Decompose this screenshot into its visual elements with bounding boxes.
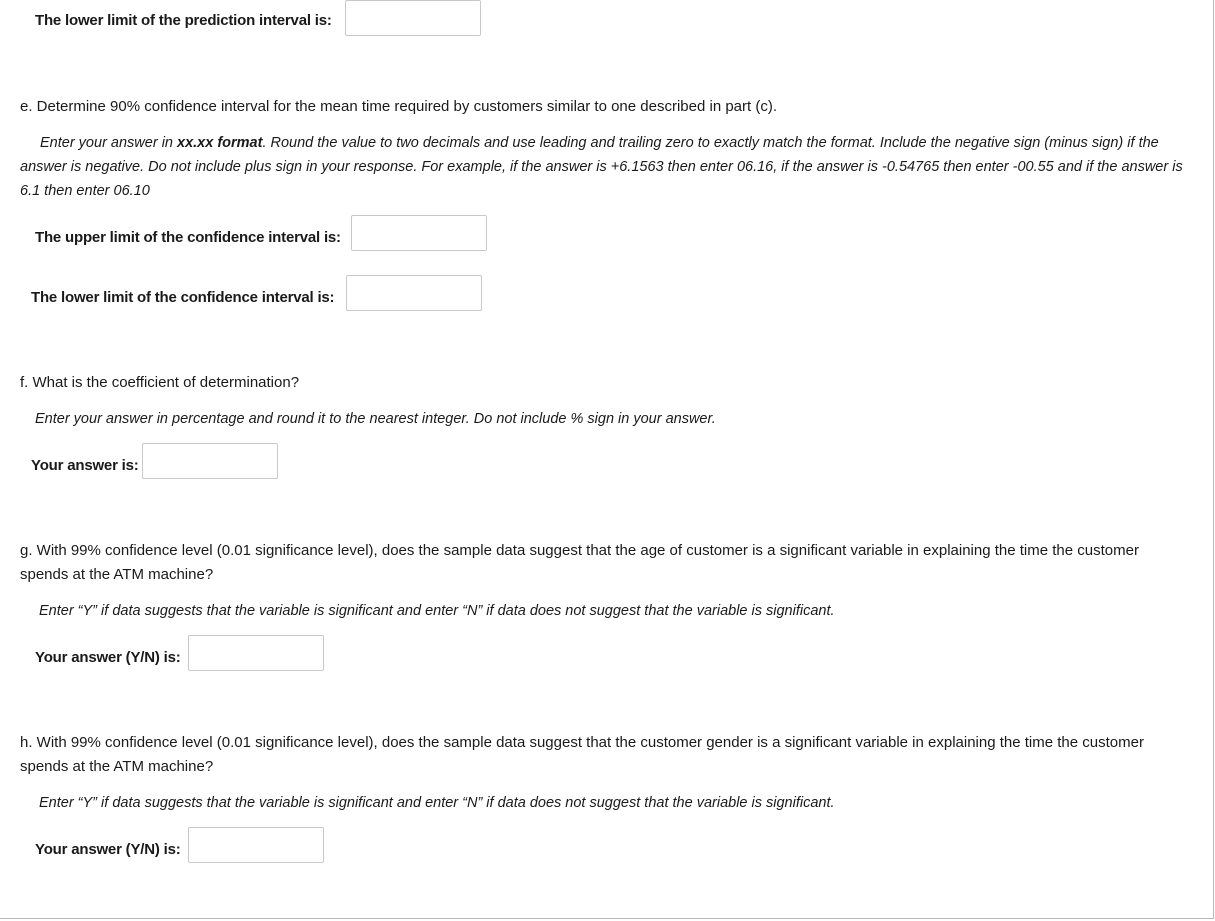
part-g-answer-label: Your answer (Y/N) is: xyxy=(35,649,181,666)
part-e-instruction-pre: Enter your answer in xyxy=(40,135,178,151)
part-h-answer-input[interactable] xyxy=(188,827,324,863)
prediction-lower-input[interactable] xyxy=(345,0,481,36)
part-e-format: xx.xx format xyxy=(177,135,263,151)
confidence-upper-label: The upper limit of the confidence interval is: xyxy=(35,229,341,246)
part-g-question: g. With 99% confidence level (0.01 significance level), does the sample data suggest that the age of customer is a significant variable in explaining the time the customer spends at the ATM machine? xyxy=(20,542,1139,583)
part-h-question: h. With 99% confidence level (0.01 significance level), does the sample data suggest that the customer gender is a significant variable in explaining the time the customer spends at the ATM machine? xyxy=(20,734,1144,775)
part-e-question: e. Determine 90% confidence interval for the mean time required by customers similar to one described in part (c). xyxy=(20,98,778,115)
confidence-upper-input[interactable] xyxy=(351,215,487,251)
part-h-answer-label: Your answer (Y/N) is: xyxy=(35,841,181,858)
prediction-lower-label: The lower limit of the prediction interval is: xyxy=(35,12,332,29)
part-f-answer-label: Your answer is: xyxy=(31,457,139,474)
part-f-answer-input[interactable] xyxy=(142,443,278,479)
part-f-question: f. What is the coefficient of determination? xyxy=(20,374,300,391)
part-f-instruction: Enter your answer in percentage and round it to the nearest integer. Do not include % sign in your answer. xyxy=(35,411,716,427)
part-h-instruction: Enter “Y” if data suggests that the variable is significant and enter “N” if data does not suggest that the variable is significant. xyxy=(39,795,835,811)
page-right-border xyxy=(1213,0,1214,919)
confidence-lower-input[interactable] xyxy=(346,275,482,311)
page-bottom-border xyxy=(0,918,1214,919)
part-g-instruction: Enter “Y” if data suggests that the variable is significant and enter “N” if data does not suggest that the variable is significant. xyxy=(39,603,835,619)
part-e-instruction xyxy=(20,131,1195,203)
part-g-answer-input[interactable] xyxy=(188,635,324,671)
confidence-lower-label: The lower limit of the confidence interval is: xyxy=(31,289,335,306)
part-e-instruction-post: . Round the value to two decimals and use leading and trailing zero to exactly match the format. Include the negative sign (minus sign) if the answer is negative. Do not include plus sign in your response. For example, if the answer is +6.1563 then enter 06.16, if the answer is -0.54765 then enter -00.55 and if the answer is 6.1 then enter 06.10 xyxy=(20,135,1183,199)
